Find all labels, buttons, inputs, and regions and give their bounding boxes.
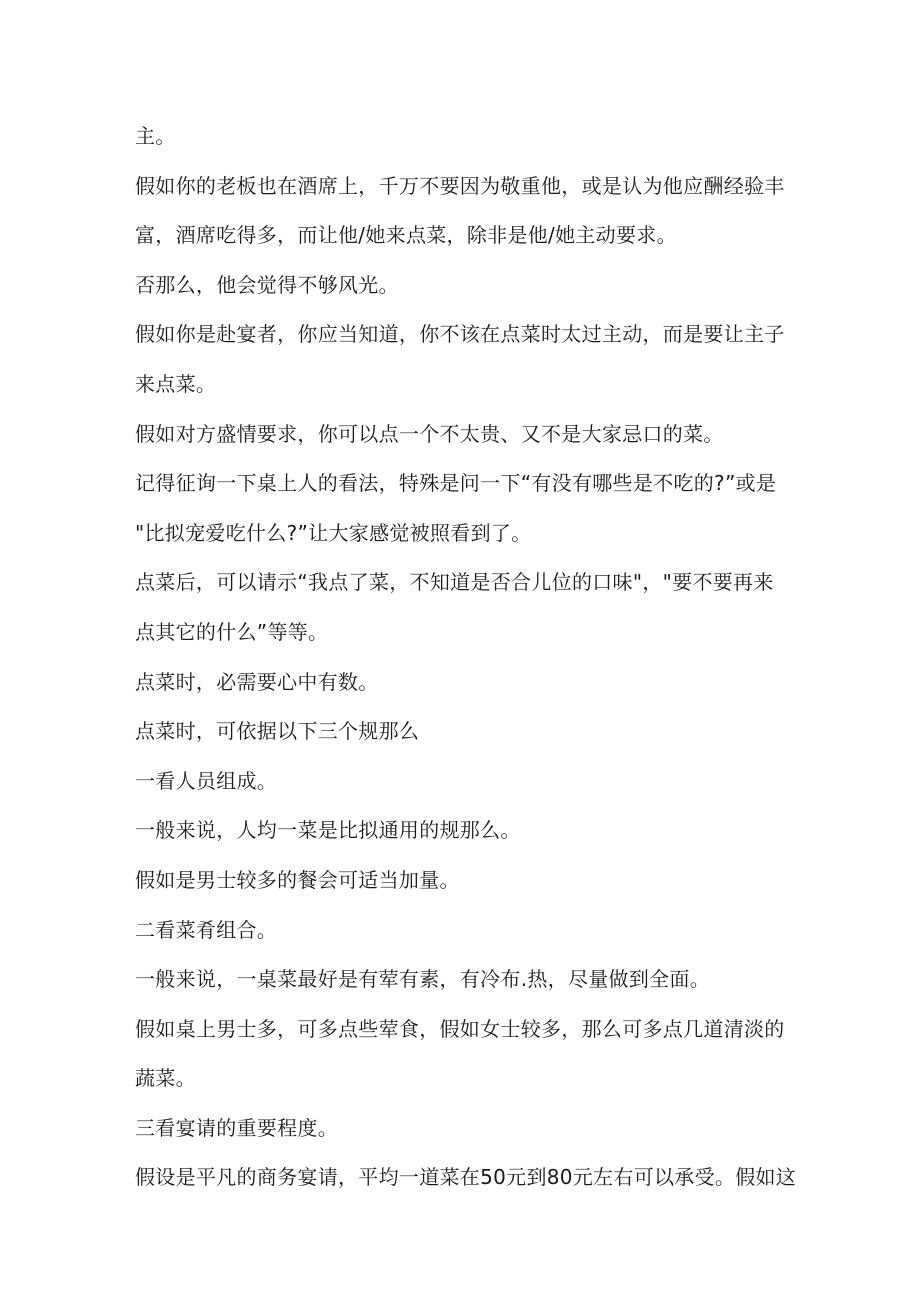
text-line: 主。: [135, 124, 176, 148]
text-line: 蔬菜。: [135, 1066, 196, 1091]
text-line: 点菜时，可依据以下三个规那么: [135, 719, 420, 744]
document-body: [135, 112, 795, 1203]
text-line: 二看菜肴组合。: [135, 917, 278, 942]
text-line: 假如对方盛情要求，你可以点一个不太贵、又不是大家忌口的菜。: [135, 421, 724, 446]
text-line: 三看宴请的重要程度。: [135, 1115, 338, 1140]
text-line: 假设是平凡的商务宴请，平均一道菜在50元到80元左右可以承受。假如这: [135, 1165, 797, 1190]
text-line: 一般来说，人均一菜是比拟通用的规那么。: [135, 818, 521, 843]
text-line: 一般来说，一桌菜最好是有荤有素，有冷布.热，尽量做到全面。: [135, 967, 711, 992]
text-line: 点菜后，可以请示“我点了菜，不知道是否合儿位的口味"，"要不要再来: [135, 570, 774, 595]
text-line: 富，酒席吃得多，而让他/她来点菜，除非是他/她主动要求。: [135, 223, 677, 248]
text-line: "比拟宠爱吃什么?”让大家感觉被照看到了。: [135, 520, 532, 545]
text-line: 假如桌上男士多，可多点些荤食，假如女士较多，那么可多点几道清淡的: [135, 1016, 785, 1041]
text-line: 假如你是赴宴者，你应当知道，你不该在点菜时太过主动，而是要让主子: [135, 322, 785, 347]
text-line: 否那么，他会觉得不够风光。: [135, 272, 399, 297]
text-line: 一看人员组成。: [135, 768, 278, 793]
text-line: 假如是男士较多的餐会可适当加量。: [135, 867, 460, 892]
text-line: 假如你的老板也在酒席上，千万不要因为敬重他，或是认为他应酬经验丰: [135, 173, 785, 198]
text-line: 记得征询一下桌上人的看法，特殊是问一下“有没有哪些是不吃的?”或是: [135, 471, 777, 496]
text-line: 来点菜。: [135, 371, 217, 396]
text-line: 点菜时，必需要心中有数。: [135, 669, 379, 694]
text-line: 点其它的什么”等等。: [135, 619, 329, 644]
